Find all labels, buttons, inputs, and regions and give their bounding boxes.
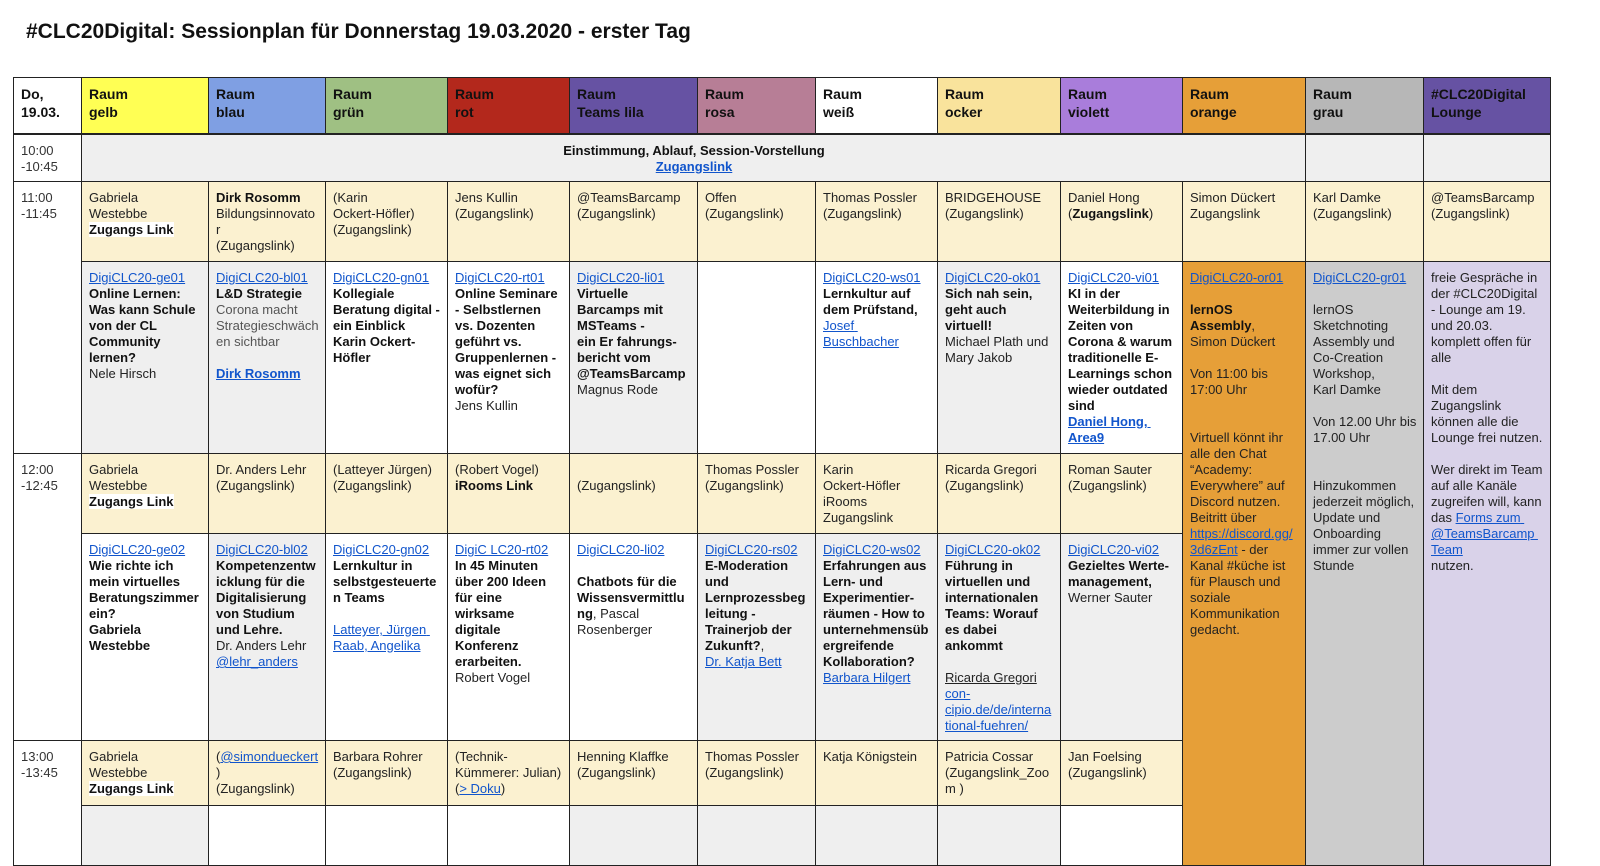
cell-text: Thomas Possler (Zugangslink) xyxy=(823,190,917,221)
cell-link[interactable]: DigiCLC20-ok02 xyxy=(945,542,1041,557)
session-cell xyxy=(448,262,570,454)
cell-text: Chatbots für die Wissensvermittlung xyxy=(577,574,685,621)
cell-link[interactable]: con-cipio.de/de/international-fuehren/ xyxy=(945,686,1052,733)
empty-cell xyxy=(1306,134,1424,182)
session-cell xyxy=(448,806,570,866)
table-row xyxy=(14,78,1551,134)
speaker-info-cell xyxy=(209,741,326,806)
speaker-info-cell xyxy=(82,741,209,806)
cell-link[interactable]: Dirk Rosomm xyxy=(216,366,301,381)
cell-link[interactable]: DigiCLC20-ok01 xyxy=(945,270,1041,285)
cell-link[interactable]: DigiCLC20-ws01 xyxy=(823,270,921,285)
speaker-info-cell xyxy=(938,454,1061,534)
cell-text: iRooms Link xyxy=(455,478,534,493)
session-cell xyxy=(698,534,816,741)
session-cell xyxy=(816,806,938,866)
speaker-info-cell xyxy=(570,182,698,262)
cell-text: Katja Königstein xyxy=(823,749,917,764)
speaker-info-cell xyxy=(326,182,448,262)
session-cell xyxy=(816,262,938,454)
speaker-info-cell xyxy=(82,182,209,262)
session-cell xyxy=(938,262,1061,454)
cell-text: Jens Kullin xyxy=(455,398,518,413)
cell-text: Roman Sauter (Zugangslink) xyxy=(1068,462,1152,493)
cell-text: Werner Sauter xyxy=(1068,590,1153,605)
cell-text: Kollegiale Beratung digital - ein Einblick Karin Ockert-Höfler xyxy=(333,286,440,365)
cell-text: Raum orange xyxy=(1190,86,1237,120)
cell-text: Henning Klaffke (Zugangslink) xyxy=(577,749,669,780)
speaker-info-cell xyxy=(698,741,816,806)
speaker-info-cell xyxy=(326,454,448,534)
session-cell xyxy=(82,534,209,741)
cell-text: Robert Vogel xyxy=(455,670,531,685)
cell-text: Gabriela Westebbe xyxy=(89,749,148,780)
speaker-info-cell xyxy=(816,182,938,262)
cell-link[interactable]: DigiCLC20-bl02 xyxy=(216,542,308,557)
cell-text: ) xyxy=(1148,206,1154,221)
cell-text: Jan Foelsing (Zugangslink) xyxy=(1068,749,1147,780)
page-title: #CLC20Digital: Sessionplan für Donnerstag 19.03.2020 - erster Tag xyxy=(26,20,691,43)
session-cell xyxy=(698,806,816,866)
cell-link[interactable]: https://discord.gg/3d6zEnt xyxy=(1190,526,1293,557)
cell-text: freie Gespräche in der #CLC20Digital - Lounge am 19. und 20.03. komplett offen für alle Mit dem Zugangslink können alle die Lounge frei nutzen. Wer direkt im Team auf alle Kanäle zugreifen will, kann das xyxy=(1431,270,1543,525)
cell-text: 13:00 -13:45 xyxy=(21,749,58,780)
cell-link[interactable]: Dr. Katja Bett xyxy=(705,654,782,669)
cell-text: Jens Kullin (Zugangslink) xyxy=(455,190,534,221)
cell-link[interactable]: @simondueckert xyxy=(220,749,319,764)
all-day-session-cell xyxy=(1306,262,1424,866)
cell-text: (Zugangslink) xyxy=(577,478,656,493)
header-room xyxy=(82,78,209,134)
cell-text: Karin Ockert-Höfler iRooms Zugangslink xyxy=(823,462,901,525)
speaker-info-cell xyxy=(1061,182,1183,262)
session-cell xyxy=(1061,534,1183,741)
header-room xyxy=(326,78,448,134)
speaker-info-cell xyxy=(1061,454,1183,534)
cell-text: Raum gelb xyxy=(89,86,128,120)
cell-link[interactable]: Zugangslink xyxy=(655,158,733,174)
session-cell xyxy=(570,534,698,741)
header-room xyxy=(570,78,698,134)
all-day-session-cell xyxy=(1183,262,1306,866)
speaker-info-cell xyxy=(816,741,938,806)
cell-text: L&D Strategie xyxy=(216,286,302,301)
header-room xyxy=(448,78,570,134)
speaker-info-cell xyxy=(448,454,570,534)
cell-text: ) xyxy=(500,781,506,796)
cell-link[interactable]: DigiCLC20-or01 xyxy=(1190,270,1284,285)
time-slot xyxy=(14,741,82,866)
cell-text: Raum Teams lila xyxy=(577,86,644,120)
cell-text: Magnus Rode xyxy=(577,382,658,397)
cell-link[interactable]: DigiCLC20-li02 xyxy=(577,542,665,557)
cell-link[interactable]: Barbara Hilgert xyxy=(823,670,911,685)
session-cell xyxy=(570,806,698,866)
cell-text: Patricia Cossar (Zugangslink_Zoom ) xyxy=(945,749,1050,796)
cell-text: Thomas Possler (Zugangslink) xyxy=(705,749,799,780)
opening-session xyxy=(82,134,1306,182)
cell-link[interactable]: DigiCLC20-rs02 xyxy=(705,542,798,557)
speaker-info-cell xyxy=(1306,182,1424,262)
cell-text: Ricarda Gregori xyxy=(945,670,1037,685)
cell-link[interactable]: DigiCLC20-ge02 xyxy=(89,542,186,557)
cell-text: , Simon Dückert Von 11:00 bis 17:00 Uhr Virtuell könnt ihr alle den Chat “Academy: Everywhere” auf Discord nutzen. Beitritt über xyxy=(1190,318,1285,525)
cell-text: 12:00 -12:45 xyxy=(21,462,58,493)
cell-text: ( xyxy=(216,749,221,764)
cell-text: Lernkultur auf dem Prüfstand, xyxy=(823,286,918,317)
session-cell xyxy=(82,806,209,866)
cell-text: Raum blau xyxy=(216,86,255,120)
cell-text: Nele Hirsch xyxy=(89,366,157,381)
cell-text: E-Moderation und Lernprozessbegleitung - Trainerjob der Zukunft? xyxy=(705,558,806,653)
cell-text: Raum rosa xyxy=(705,86,744,120)
cell-text: Online Seminare - Selbstlernen vs. Dozenten geführt vs. Gruppenlernen - was eignet sich wofür? xyxy=(455,286,558,397)
speaker-info-cell xyxy=(209,454,326,534)
cell-link[interactable]: Forms zum @TeamsBarcamp Team xyxy=(1431,510,1538,557)
session-cell xyxy=(209,806,326,866)
cell-text: Michael Plath und Mary Jakob xyxy=(945,334,1049,365)
cell-link[interactable]: DigiCLC20-bl01 xyxy=(216,270,308,285)
cell-text xyxy=(918,302,922,317)
table-row xyxy=(14,182,1551,262)
all-day-session-cell xyxy=(1424,262,1551,866)
cell-text: , Pascal Rosenberger xyxy=(577,606,653,637)
cell-text: Dirk Rosomm xyxy=(216,190,301,205)
cell-text: Do, 19.03. xyxy=(21,86,60,120)
header-room xyxy=(209,78,326,134)
header-room xyxy=(1183,78,1306,134)
cell-link[interactable]: DigiCLC20-gn01 xyxy=(333,270,430,285)
cell-text: (Karin Ockert-Höfler) (Zugangslink) xyxy=(333,190,415,237)
session-cell xyxy=(570,262,698,454)
session-cell xyxy=(1061,262,1183,454)
cell-text: KI in der Weiterbildung in Zeiten von Corona & warum traditionelle E-Learnings schon wieder outdated sind xyxy=(1068,286,1176,413)
session-cell xyxy=(816,534,938,741)
header-room xyxy=(1424,78,1551,134)
cell-text: Sich nah sein, geht auch virtuell! xyxy=(945,286,1037,333)
empty-cell xyxy=(1424,134,1551,182)
cell-text: , xyxy=(760,638,765,653)
session-cell xyxy=(209,534,326,741)
speaker-info-cell xyxy=(938,741,1061,806)
session-cell xyxy=(209,262,326,454)
cell-text: Wie richte ich mein virtuelles Beratungszimmer ein? Gabriela Westebbe xyxy=(89,558,199,653)
header-day xyxy=(14,78,82,134)
cell-text: Ricarda Gregori (Zugangslink) xyxy=(945,462,1037,493)
cell-text: Corona macht Strategieschwächen sichtbar xyxy=(216,302,319,349)
session-cell xyxy=(1061,806,1183,866)
cell-text: Gabriela Westebbe xyxy=(89,462,148,493)
cell-text: (Technik-Kümmerer: Julian) ( xyxy=(455,749,562,796)
cell-link[interactable]: DigiCLC20-rt01 xyxy=(455,270,545,285)
cell-text: Raum ocker xyxy=(945,86,984,120)
cell-text: Raum weiß xyxy=(823,86,862,120)
time-slot xyxy=(14,134,82,182)
speaker-info-cell xyxy=(209,182,326,262)
session-plan-table xyxy=(13,77,1551,866)
cell-text: Online Lernen: Was kann Schule von der CL Community lernen? xyxy=(89,286,200,365)
speaker-info-cell xyxy=(82,454,209,534)
cell-text: Lernkultur in selbstgesteuerten Teams xyxy=(333,558,437,605)
cell-text: (Latteyer Jürgen) (Zugangslink) xyxy=(333,462,432,493)
cell-link[interactable]: DigiCLC20-vi02 xyxy=(1068,542,1160,557)
cell-text: Raum grau xyxy=(1313,86,1352,120)
cell-text: Simon Dückert Zugangslink xyxy=(1190,190,1276,221)
cell-text: Raum violett xyxy=(1068,86,1110,120)
cell-text: Erfahrungen aus Lern- und Experimentier-räumen - How to unternehmensübergreifende Kollaboration? xyxy=(823,558,930,669)
cell-text: Zugangs Link xyxy=(89,494,174,509)
table-row xyxy=(14,134,1551,182)
session-cell xyxy=(326,534,448,741)
cell-text: Zugangslink xyxy=(1072,206,1149,221)
header-room xyxy=(938,78,1061,134)
cell-link[interactable]: DigiC LC20-rt02 xyxy=(455,542,549,557)
speaker-info-cell xyxy=(1183,182,1306,262)
session-cell xyxy=(938,806,1061,866)
cell-text: Dr. Anders Lehr (Zugangslink) xyxy=(216,462,307,493)
session-cell xyxy=(326,262,448,454)
cell-text: Thomas Possler (Zugangslink) xyxy=(705,462,799,493)
speaker-info-cell xyxy=(1424,182,1551,262)
speaker-info-cell xyxy=(326,741,448,806)
cell-text: Gezieltes Werte-management, xyxy=(1068,558,1169,589)
cell-text: Virtuelle Barcamps mit MSTeams - ein Er fahrungs-bericht vom @TeamsBarcamp xyxy=(577,286,686,381)
cell-text: Barbara Rohrer (Zugangslink) xyxy=(333,749,423,780)
cell-text: Zugangs Link xyxy=(89,222,174,237)
cell-link[interactable]: Josef Buschbacher xyxy=(823,318,899,349)
cell-link[interactable]: DigiCLC20-gn02 xyxy=(333,542,430,557)
cell-text: Offen (Zugangslink) xyxy=(705,190,784,221)
cell-text: Zugangs Link xyxy=(89,781,174,796)
cell-link[interactable]: @lehr_anders xyxy=(216,654,298,669)
session-cell xyxy=(326,806,448,866)
cell-text: Einstimmung, Ablauf, Session-Vorstellung xyxy=(563,142,825,158)
cell-link[interactable]: DigiCLC20-li01 xyxy=(577,270,665,285)
speaker-info-cell xyxy=(570,741,698,806)
table-row xyxy=(14,262,1551,454)
session-cell xyxy=(448,534,570,741)
speaker-info-cell xyxy=(816,454,938,534)
cell-text: lernOS Sketchnoting Assembly und Co-Creation Workshop, Karl Damke Von 12.00 Uhr bis 17.00 Uhr Hinzukommen jederzeit möglich, Update und Onboarding immer zur vollen Stunde xyxy=(1313,302,1417,573)
cell-text: Karl Damke (Zugangslink) xyxy=(1313,190,1392,221)
time-slot xyxy=(14,182,82,454)
cell-text: 10:00 -10:45 xyxy=(21,142,58,174)
header-room xyxy=(816,78,938,134)
cell-text: Führung in virtuellen und internationalen Teams: Worauf es dabei ankommt xyxy=(945,558,1042,653)
speaker-info-cell xyxy=(698,182,816,262)
cell-text: Gabriela Westebbe xyxy=(89,190,148,221)
cell-text: Daniel Hong ( xyxy=(1068,190,1140,221)
speaker-info-cell xyxy=(1061,741,1183,806)
session-cell xyxy=(698,262,816,454)
cell-text: In 45 Minuten über 200 Ideen für eine wirksame digitale Konferenz erarbeiten. xyxy=(455,558,550,669)
cell-text: @TeamsBarcamp (Zugangslink) xyxy=(1431,190,1535,221)
header-room xyxy=(698,78,816,134)
speaker-info-cell xyxy=(570,454,698,534)
cell-text: Kompetenzentwicklung für die Digitalisierung von Studium und Lehre. xyxy=(216,558,316,637)
cell-text: Bildungsinnovator (Zugangslink) xyxy=(216,206,316,253)
cell-text: @TeamsBarcamp (Zugangslink) xyxy=(577,190,681,221)
cell-link[interactable]: DigiCLC20-ge01 xyxy=(89,270,186,285)
cell-text: lernOS Assembly xyxy=(1190,302,1252,333)
cell-text: ) (Zugangslink) xyxy=(216,765,295,796)
cell-link[interactable]: Daniel Hong, Area9 xyxy=(1068,414,1151,445)
cell-text: - der Kanal #küche ist für Plausch und soziale Kommunikation gedacht. xyxy=(1190,542,1290,637)
cell-link[interactable]: DigiCLC20-ws02 xyxy=(823,542,921,557)
speaker-info-cell xyxy=(448,182,570,262)
header-room xyxy=(1306,78,1424,134)
session-cell xyxy=(938,534,1061,741)
speaker-info-cell xyxy=(938,182,1061,262)
cell-text: #CLC20Digital Lounge xyxy=(1431,86,1526,120)
cell-link[interactable]: Latteyer, Jürgen Raab, Angelika xyxy=(333,622,430,653)
session-cell xyxy=(82,262,209,454)
cell-link[interactable]: > Doku xyxy=(459,781,501,796)
cell-text: nutzen. xyxy=(1431,558,1474,573)
cell-text: Raum grün xyxy=(333,86,372,120)
cell-link[interactable]: DigiCLC20-vi01 xyxy=(1068,270,1160,285)
cell-text: BRIDGEHOUSE (Zugangslink) xyxy=(945,190,1042,221)
cell-text: (Robert Vogel) xyxy=(455,462,539,477)
time-slot xyxy=(14,454,82,741)
cell-text: Raum rot xyxy=(455,86,494,120)
speaker-info-cell xyxy=(448,741,570,806)
cell-text: Dr. Anders Lehr xyxy=(216,638,307,653)
header-room xyxy=(1061,78,1183,134)
speaker-info-cell xyxy=(698,454,816,534)
cell-text: 11:00 -11:45 xyxy=(21,190,57,221)
cell-link[interactable]: DigiCLC20-gr01 xyxy=(1313,270,1407,285)
